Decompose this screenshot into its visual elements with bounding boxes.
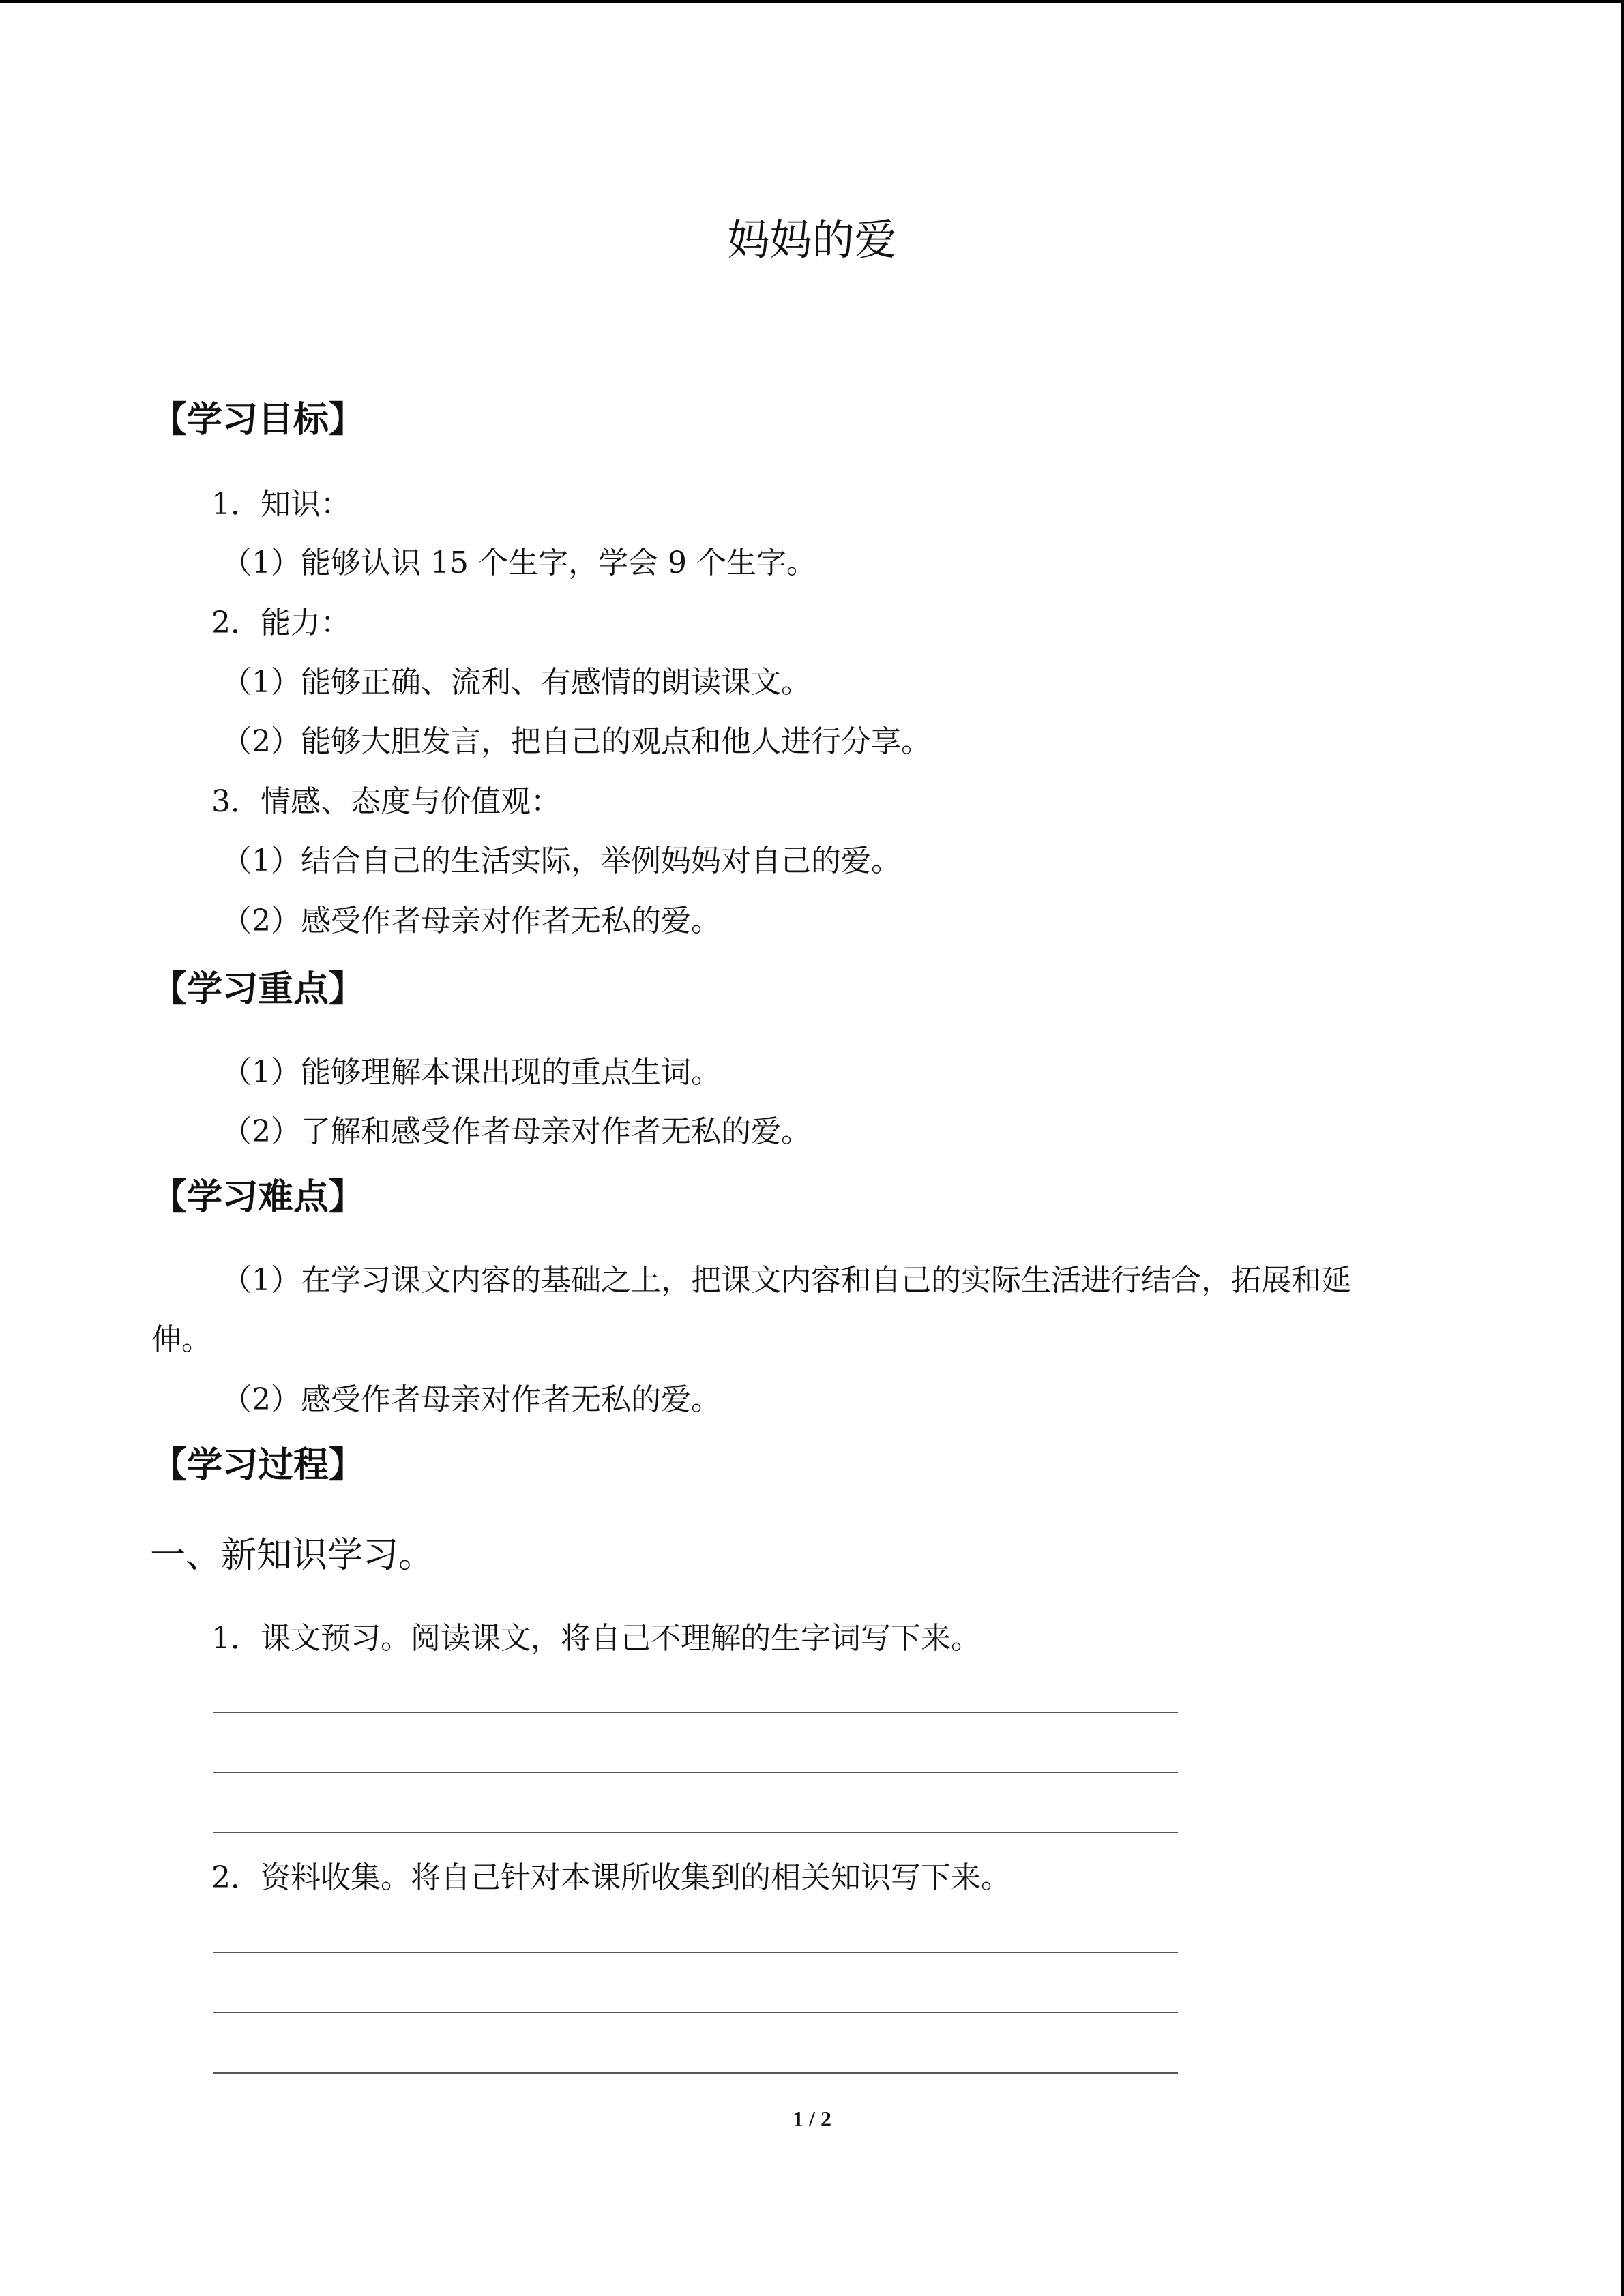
key-points-heading: 【学习重点】 bbox=[151, 969, 365, 1010]
difficulties-heading: 【学习难点】 bbox=[151, 1177, 365, 1218]
writing-line[interactable] bbox=[213, 1772, 1178, 1773]
task-line: 1．课文预习。阅读课文，将自己不理解的生字词写下来。 bbox=[211, 1621, 981, 1656]
difficulty-line-continued: 伸。 bbox=[151, 1322, 211, 1357]
objective-line: （1）能够正确、流利、有感情的朗读课文。 bbox=[222, 665, 811, 700]
process-heading: 【学习过程】 bbox=[151, 1445, 365, 1486]
difficulty-line: （2）感受作者母亲对作者无私的爱。 bbox=[222, 1382, 721, 1417]
section-heading: 一、新知识学习。 bbox=[150, 1535, 434, 1576]
difficulty-line: （1）在学习课文内容的基础之上，把课文内容和自己的实际生活进行结合，拓展和延 bbox=[222, 1263, 1351, 1298]
page-border-top bbox=[0, 0, 1624, 3]
writing-line[interactable] bbox=[213, 2072, 1178, 2074]
writing-line[interactable] bbox=[213, 1832, 1178, 1833]
objectives-heading: 【学习目标】 bbox=[151, 400, 365, 441]
writing-line[interactable] bbox=[213, 1712, 1178, 1713]
objective-line: （2）能够大胆发言，把自己的观点和他人进行分享。 bbox=[222, 724, 931, 759]
objective-line: 2．能力： bbox=[211, 606, 351, 640]
page-number: 1 / 2 bbox=[793, 2106, 831, 2131]
key-point-line: （2）了解和感受作者母亲对作者无私的爱。 bbox=[222, 1114, 811, 1149]
objective-line: 3．情感、态度与价值观： bbox=[211, 784, 561, 819]
objective-line: （1）能够认识 15 个生字，学会 9 个生字。 bbox=[222, 546, 816, 580]
key-point-line: （1）能够理解本课出现的重点生词。 bbox=[222, 1055, 721, 1090]
writing-line[interactable] bbox=[213, 1952, 1178, 1953]
writing-line[interactable] bbox=[213, 2012, 1178, 2013]
objective-line: 1．知识： bbox=[211, 487, 351, 522]
task-line: 2．资料收集。将自己针对本课所收集到的相关知识写下来。 bbox=[211, 1860, 1011, 1895]
page-title: 妈妈的爱 bbox=[727, 215, 897, 265]
objective-line: （2）感受作者母亲对作者无私的爱。 bbox=[222, 904, 721, 938]
objective-line: （1）结合自己的生活实际，举例妈妈对自己的爱。 bbox=[222, 844, 901, 878]
page-border-right bbox=[1621, 0, 1624, 2296]
